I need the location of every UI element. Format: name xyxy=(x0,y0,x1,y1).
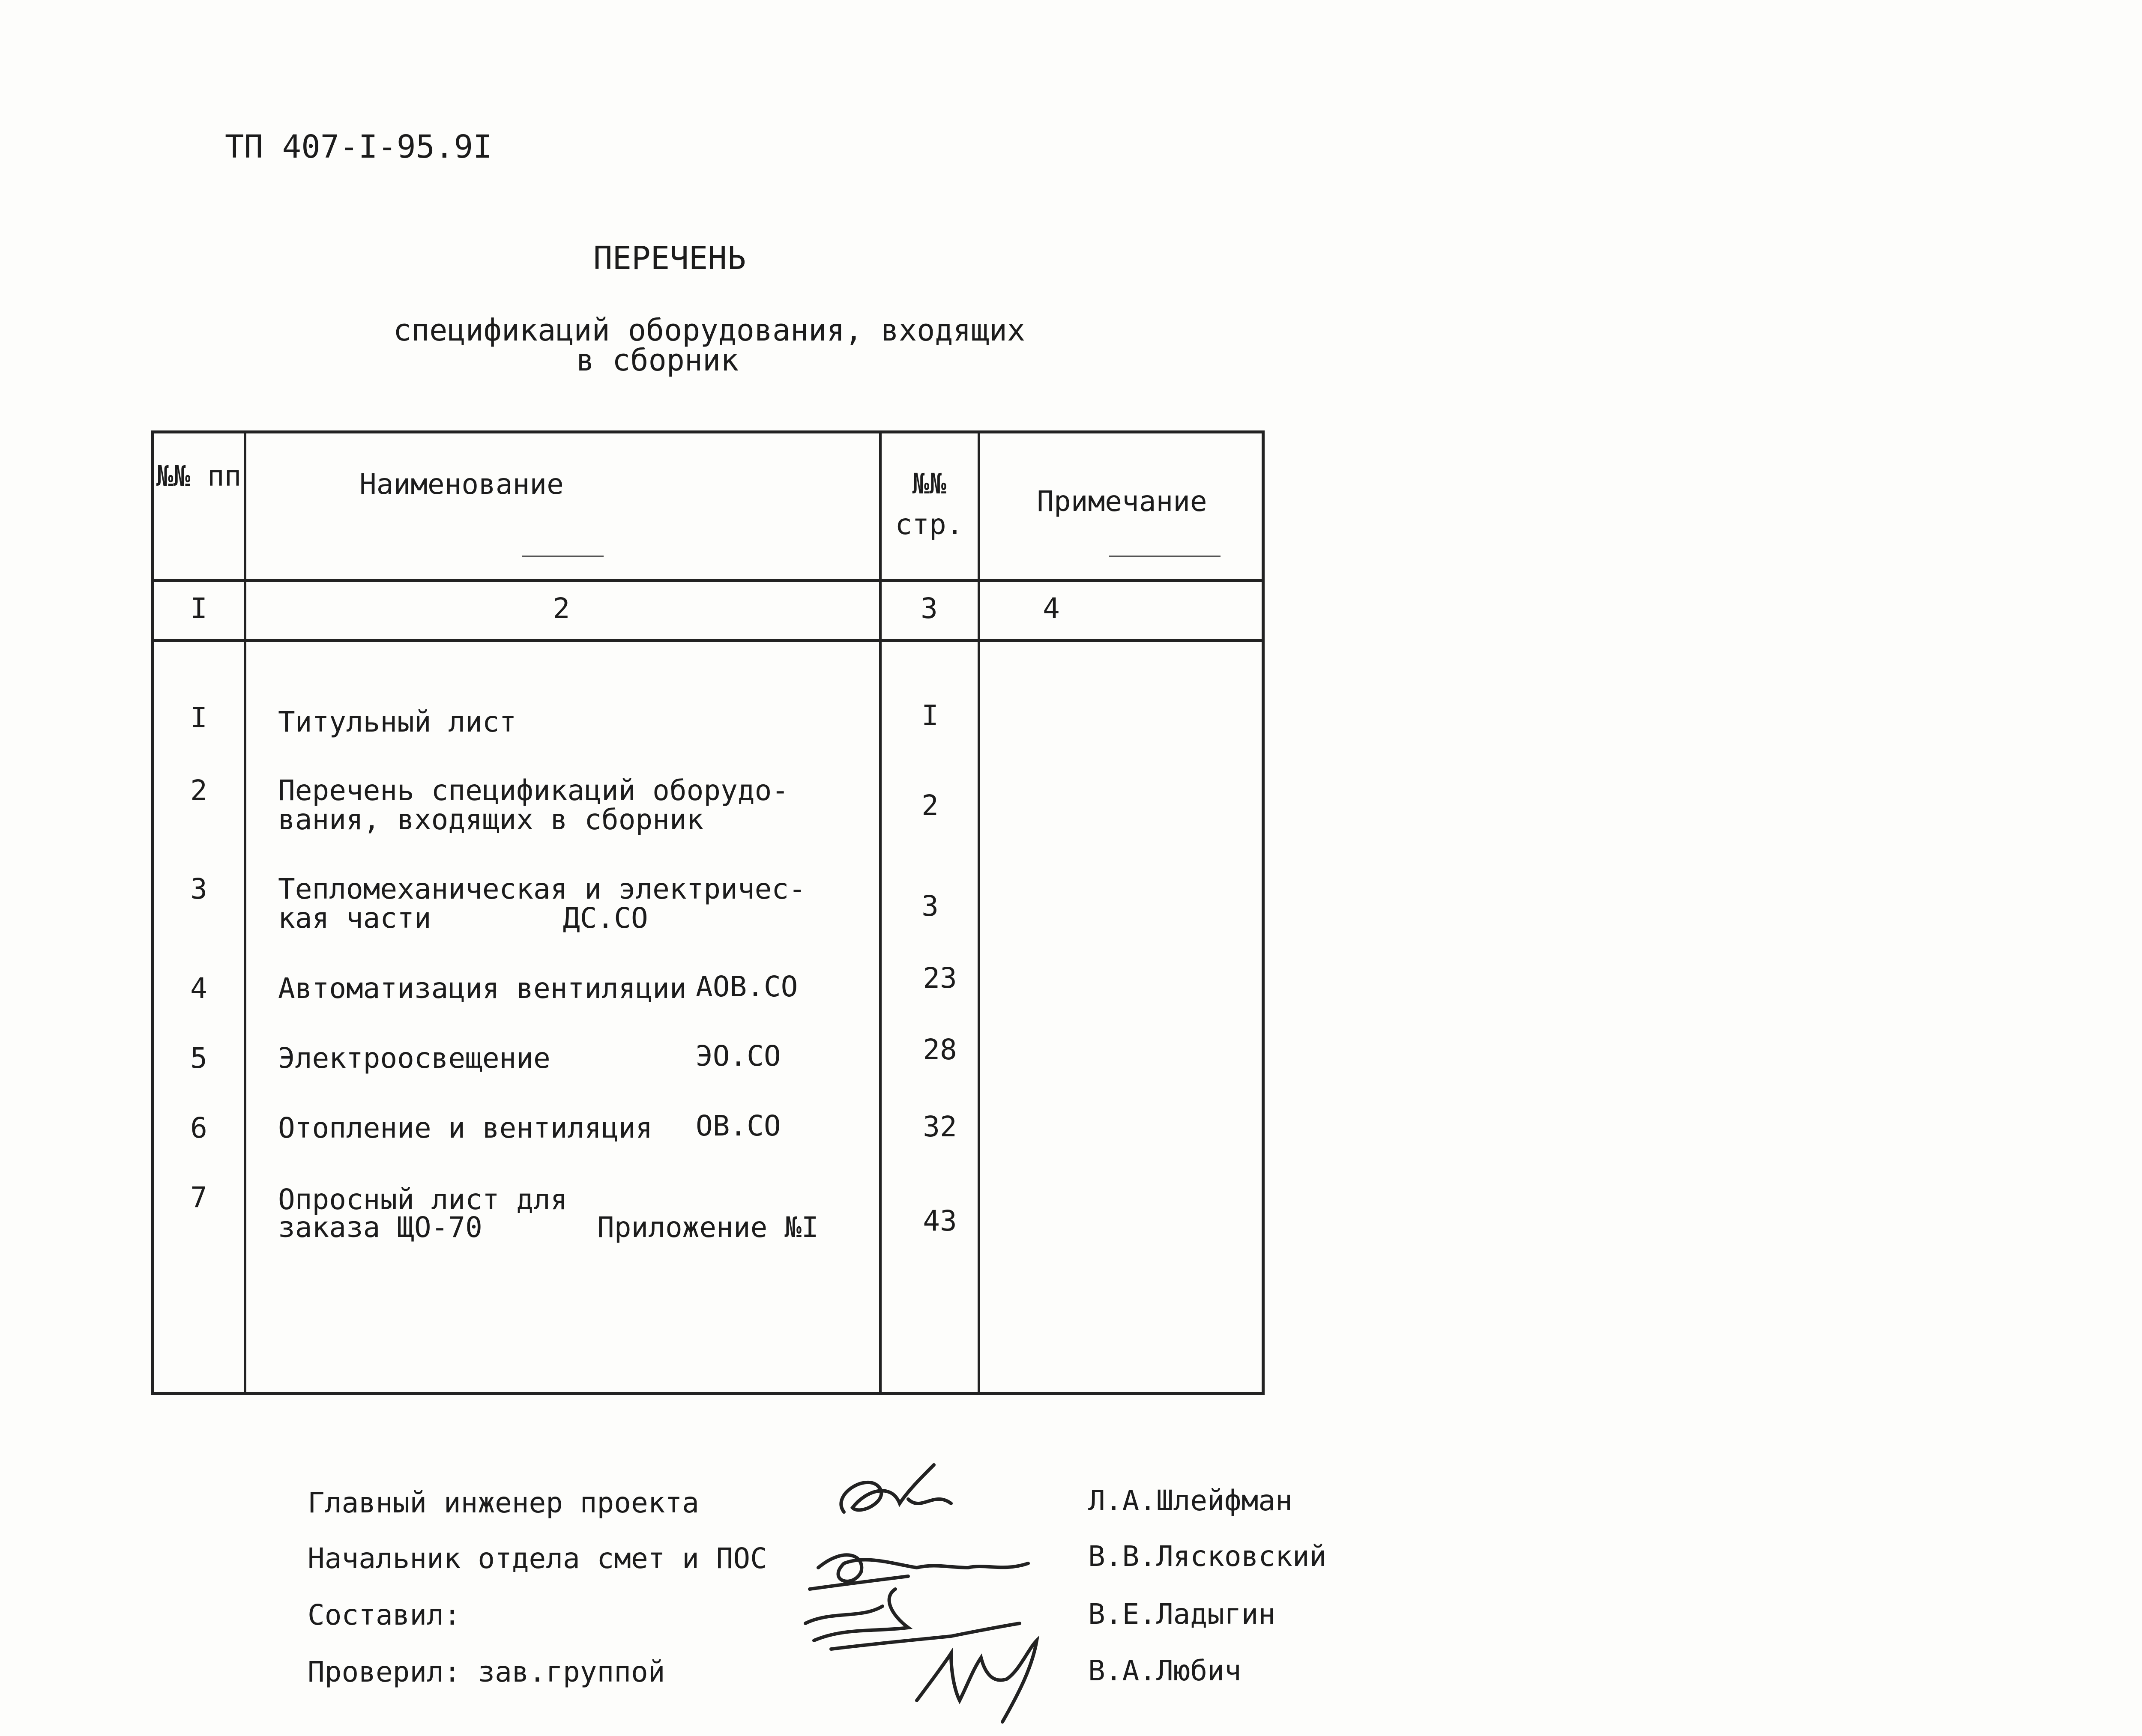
row-number: 6 xyxy=(190,1112,207,1144)
row-page: 2 xyxy=(921,789,939,822)
row-name: Перечень спецификаций оборудо- xyxy=(278,774,789,807)
header-note: Примечание xyxy=(1037,485,1207,518)
row-name-cont: заказа ЩО-70 xyxy=(278,1211,482,1244)
page-subtitle-line2: в сборник xyxy=(576,343,739,378)
column-number: I xyxy=(190,592,207,625)
row-code: Приложение №I xyxy=(597,1211,819,1244)
header-page: №№ стр. xyxy=(895,467,963,541)
page-title: ПЕРЕЧЕНЬ xyxy=(593,240,746,277)
row-page: I xyxy=(921,699,939,732)
row-code: АОВ.СО xyxy=(696,970,798,1003)
header-num: №№ пп xyxy=(156,460,242,493)
row-name-cont: кая части xyxy=(278,902,431,935)
page-subtitle-line1: спецификаций оборудования, входящих xyxy=(393,313,1026,348)
row-page: 28 xyxy=(923,1033,957,1066)
signatory-name: В.В.Лясковский xyxy=(1088,1540,1327,1573)
row-number: I xyxy=(190,701,207,734)
row-number: 2 xyxy=(190,774,207,807)
row-name: Автоматизация вентиляции xyxy=(278,972,687,1005)
row-number: 5 xyxy=(190,1042,207,1075)
row-code: ЭО.СО xyxy=(696,1040,781,1073)
specification-table xyxy=(151,430,1265,1395)
row-name-cont: вания, входящих в сборник xyxy=(278,803,704,836)
column-divider xyxy=(244,433,246,1392)
signatory-role: Начальник отдела смет и ПОС xyxy=(308,1542,767,1575)
header-divider xyxy=(154,579,1262,582)
signatory-name: Л.А.Шлейфман xyxy=(1088,1484,1292,1517)
signatory-name: В.Е.Ладыгин xyxy=(1088,1598,1276,1631)
row-name: Титульный лист xyxy=(278,705,517,738)
row-page: 23 xyxy=(923,962,957,995)
row-page: 43 xyxy=(923,1204,957,1237)
document-code: ТП 407-I-95.9I xyxy=(225,128,492,165)
handwritten-signatures xyxy=(780,1426,1088,1735)
header-rule xyxy=(522,556,604,557)
column-number: 3 xyxy=(921,592,938,625)
column-number: 4 xyxy=(1043,592,1060,625)
row-code: ОВ.СО xyxy=(696,1109,781,1142)
row-page: 32 xyxy=(923,1110,957,1143)
signatory-role: Главный инженер проекта xyxy=(308,1486,699,1519)
header-name: Наименование xyxy=(359,468,564,501)
row-number: 3 xyxy=(190,872,207,905)
header-rule xyxy=(1109,556,1221,557)
row-number: 7 xyxy=(190,1181,207,1214)
signatory-role: Проверил: зав.группой xyxy=(308,1655,665,1688)
row-page: 3 xyxy=(921,890,939,923)
row-name: Отопление и вентиляция xyxy=(278,1112,653,1144)
column-number: 2 xyxy=(553,592,570,625)
row-name: Тепломеханическая и электричес- xyxy=(278,872,806,905)
row-number: 4 xyxy=(190,972,207,1005)
row-code: ДС.СО xyxy=(563,902,648,935)
row-name: Опросный лист для xyxy=(278,1183,568,1216)
signatory-role: Составил: xyxy=(308,1599,461,1631)
row-name: Электроосвещение xyxy=(278,1042,550,1075)
signatory-name: В.А.Любич xyxy=(1088,1654,1242,1687)
column-number-divider xyxy=(154,639,1262,642)
